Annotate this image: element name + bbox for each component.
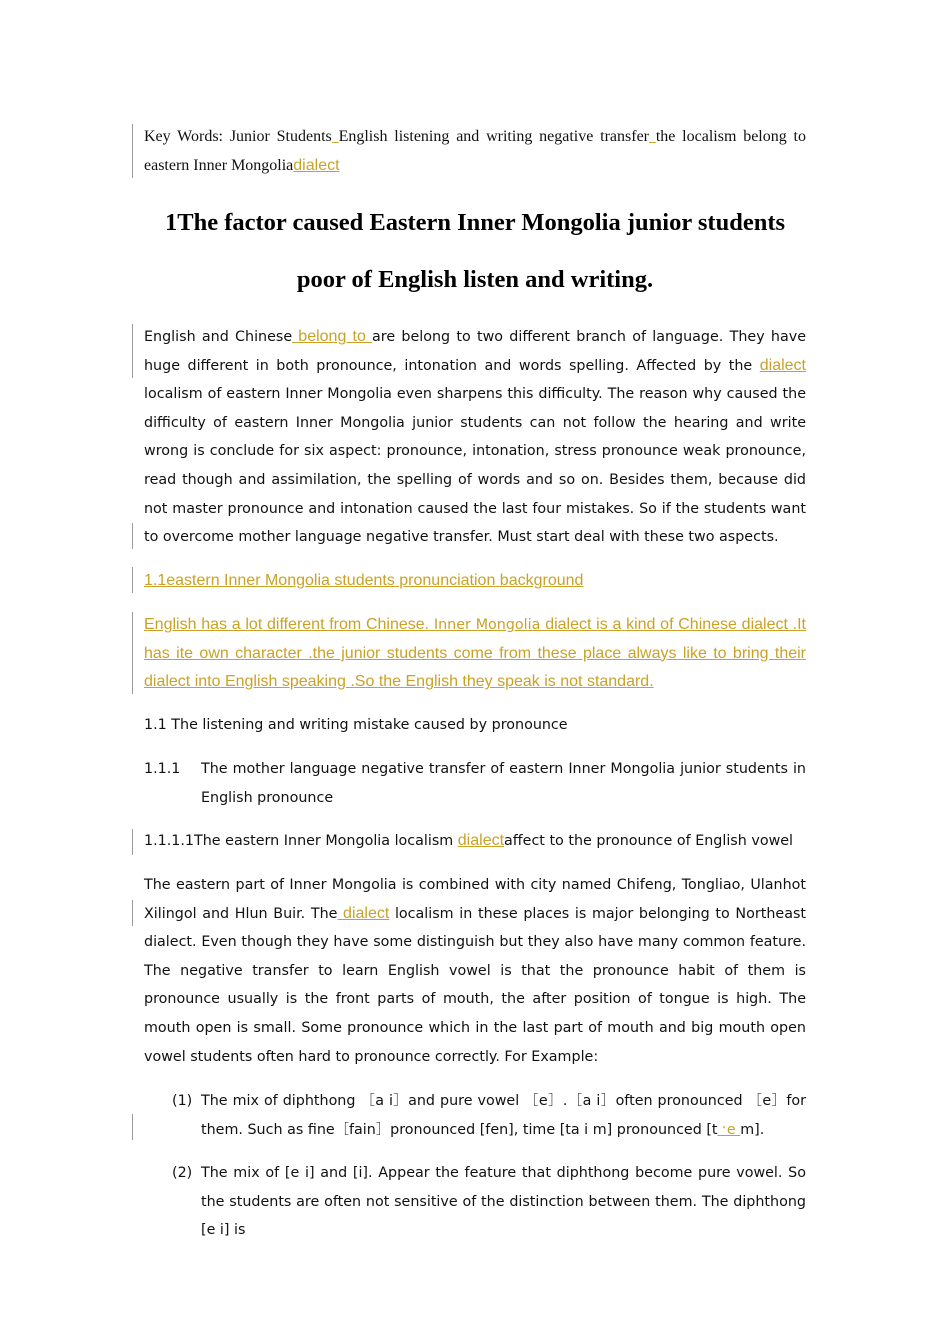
list-number: (2) — [172, 1165, 193, 1181]
body-paragraph — [144, 871, 806, 1071]
section-heading — [100, 194, 850, 308]
inserted-text: belong to — [292, 328, 373, 345]
list-text-part: m]. — [740, 1121, 765, 1138]
change-bar — [132, 829, 133, 855]
paragraph-text: in these places is major belonging to Northeast dialect. Even though they have some distinguish but they also have many common feature. The negative transfer to learn English vowel is that the pronounce habit of them is pronounce usually is the front parts of mouth, the after position of tongue is high. The mouth open is small. Some pronounce which in the last part of mouth and big mouth open vowel students often hard to pronounce correctly. For Example: — [144, 905, 807, 1065]
change-bar — [132, 523, 133, 549]
section-text: 1.1.1.1The eastern Inner Mongolia localism — [144, 833, 458, 849]
keywords-text: English listening and writing negative transfer — [338, 128, 649, 145]
paragraph-text: localism — [389, 905, 460, 922]
inserted-text — [332, 128, 339, 145]
list-text: The mix of [e i] and [i]. Appear the feature that diphthong become pure vowel. So the students are often not sensitive of the distinction between them. The diphthong [e i] is — [201, 1165, 806, 1239]
change-bar — [132, 567, 133, 593]
section-text: affect to the pronounce of English vowel — [504, 833, 794, 849]
inserted-text: dialect — [759, 356, 806, 374]
paragraph-text: are belong to two different branch of language. They have huge different in both pronounce, intonation and words spelling. Affected by the — [144, 329, 806, 374]
list-item — [144, 1087, 806, 1145]
inserted-text: English has a lot different from Chinese. — [144, 616, 434, 633]
inserted-text — [649, 128, 656, 145]
change-bar — [132, 124, 133, 178]
paragraph-text: localism of eastern Inner Mongolia even sharpens this difficulty. The reason why caused the difficulty of eastern Inner Mongolia junior students can not follow the hearing and write wrong is conclude for six aspect: pronounce, intonation, stress pronounce weak pronounce, read though and assimilation, the spelling of words and so on. Besides them, because did not master pronounce and intonation caused the last four mistakes. So if the students want to overcome mother language negative transfer. Must start deal with these two aspects. — [144, 386, 806, 546]
inserted-text: dialect — [293, 156, 340, 174]
change-bar — [132, 1114, 133, 1140]
body-paragraph — [144, 323, 806, 552]
inserted-text: ˑe — [717, 1121, 741, 1138]
list-item — [144, 1159, 806, 1239]
subsection-heading: 1.1 The listening and writing mistake caused by pronounce — [144, 717, 568, 733]
paragraph-text: English and Chinese — [144, 329, 293, 345]
list-text — [201, 1087, 806, 1144]
heading-line: poor of English listen and writing. — [296, 266, 654, 293]
inserted-paragraph — [144, 611, 806, 697]
inserted-text: dialect is a kind of Chinese dialect .It has ite own character .the junior students come from these place always like to bring their dialect into English speaking .So the English they speak is not standard. — [144, 616, 806, 691]
inserted-text: dialect — [337, 904, 390, 922]
list-text-part: The mix of diphthong ［a i］and pure vowel ［e］.［a i］often pronounced ［e］for them. Such as fine［fain］pronounced [fen], time [ta i m] pronounced [t — [201, 1093, 806, 1138]
section-number: 1.1.1 — [144, 761, 181, 777]
inserted-subheading: 1.1eastern Inner Mongolia students pronunciation background — [144, 572, 584, 589]
subsection-heading — [144, 755, 806, 813]
paragraph-text: The eastern part of Inner Mongolia is combined with city named Chifeng, Tongliao, Ulanhot Xilingol and Hlun Buir. The — [144, 877, 806, 922]
subsection-heading — [144, 827, 806, 856]
keywords-paragraph — [144, 123, 806, 180]
change-bar — [132, 900, 133, 926]
change-bar — [132, 324, 133, 378]
keywords-text: the localism belong to eastern Inner Mongolia — [144, 128, 806, 174]
change-bar — [132, 612, 133, 694]
keywords-label: Key Words: Junior Students — [144, 128, 332, 145]
inserted-text: Inner Mongolia — [433, 617, 546, 633]
inserted-text: dialect — [457, 832, 505, 849]
section-text: The mother language negative transfer of eastern Inner Mongolia junior students in English pronounce — [201, 761, 806, 806]
heading-line: 1The factor caused Eastern Inner Mongolia junior students — [164, 209, 786, 236]
list-number: (1) — [172, 1093, 193, 1109]
